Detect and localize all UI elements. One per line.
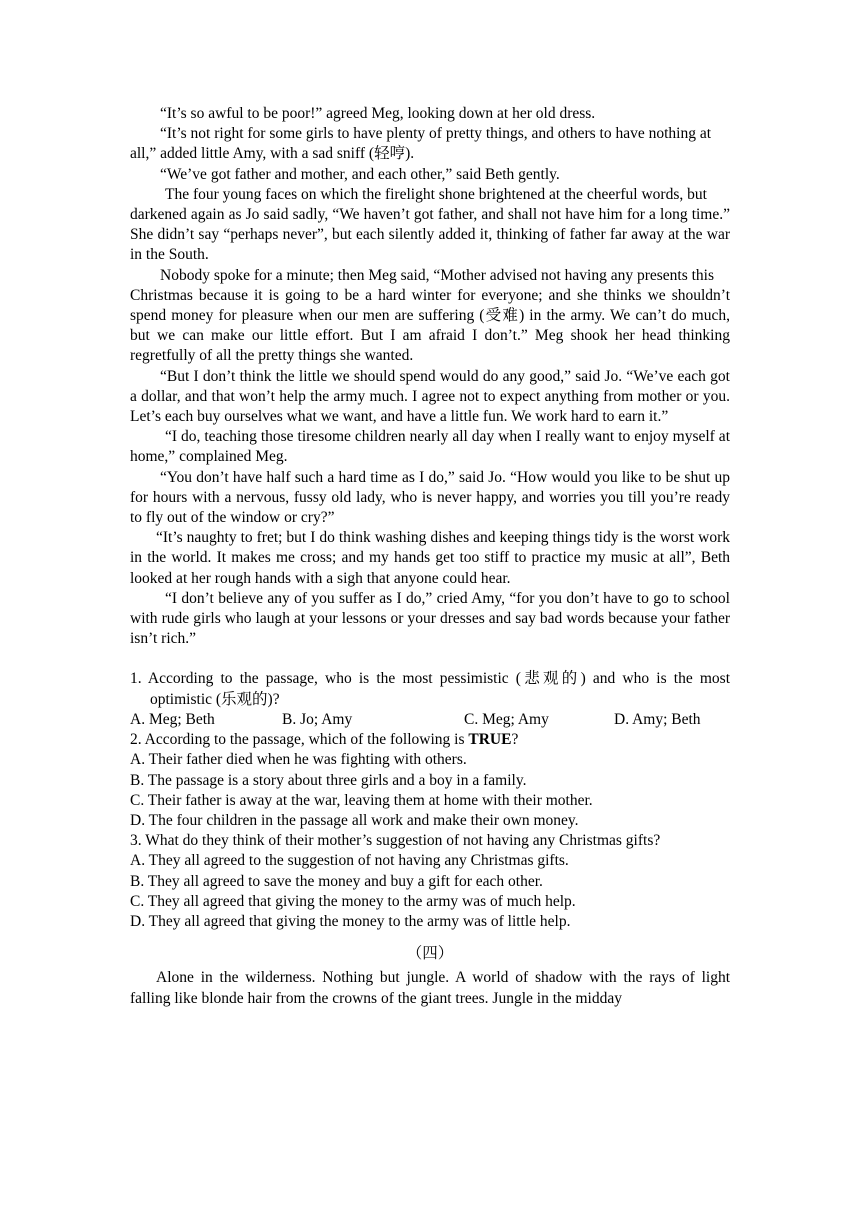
option-d: D. They all agreed that giving the money to the army was of little help. [130, 912, 571, 930]
option-c: C. Meg; Amy [464, 710, 549, 728]
question-3 [130, 831, 730, 932]
option-a: A. Their father died when he was fighting with others. [130, 751, 467, 769]
paragraph: “But I don’t think the little we should spend would do any good,” said Jo. “We’ve each got a dollar, and that won’t help the army much. I agree not to expect anything from mother or you. Let’s each buy ourselves what we want, and have a little fun. We work hard to earn it.” [130, 367, 730, 426]
paragraph: “I do, teaching those tiresome children nearly all day when I really want to enjoy myself at home,” complained Meg. [130, 428, 730, 466]
document-page [130, 104, 730, 1009]
section-4-paragraph: Alone in the wilderness. Nothing but jungle. A world of shadow with the rays of light falling like blonde hair from the crowns of the giant trees. Jungle in the midday [130, 969, 730, 1007]
option-b: B. Jo; Amy [282, 710, 353, 728]
option-b: B. The passage is a story about three girls and a boy in a family. [130, 771, 527, 789]
paragraph: “It’s naughty to fret; but I do think washing dishes and keeping things tidy is the worst work in the world. It makes me cross; and my hands get too stiff to practice my music at all”, Beth looked at her rough hands with a sigh that anyone could hear. [130, 529, 730, 587]
emphasis-true: TRUE [468, 731, 512, 749]
paragraph: “I don’t believe any of you suffer as I do,” cried Amy, “for you don’t have to go to school with rude girls who laugh at your lessons or your dresses and say bad words because your father isn’t rich.” [130, 589, 730, 648]
paragraph: The four young faces on which the firelight shone brightened at the cheerful words, but [165, 185, 707, 203]
option-c: C. They all agreed that giving the money to the army was of much help. [130, 892, 576, 910]
option-a: A. They all agreed to the suggestion of not having any Christmas gifts. [130, 852, 569, 870]
option-c: C. Their father is away at the war, leaving them at home with their mother. [130, 791, 593, 809]
paragraph: all,” added little Amy, with a sad sniff (轻哼). [130, 145, 415, 163]
option-d: D. Amy; Beth [614, 710, 701, 728]
question-2 [130, 730, 730, 831]
question-stem: 1. According to the passage, who is the most pessimistic (悲观的) and who is the most optimistic (乐观的)? [130, 670, 730, 708]
option-b: B. They all agreed to save the money and buy a gift for each other. [130, 872, 543, 890]
option-a: A. Meg; Beth [130, 710, 215, 728]
paragraph: “It’s not right for some girls to have plenty of pretty things, and others to have nothing at [160, 125, 712, 143]
section-heading: （四） [406, 945, 454, 963]
question-stem: 2. According to the passage, which of the following is TRUE? [130, 731, 519, 749]
paragraph: “We’ve got father and mother, and each other,” said Beth gently. [160, 165, 560, 183]
option-d: D. The four children in the passage all work and make their own money. [130, 811, 579, 829]
question-1 [130, 669, 730, 730]
paragraph: Christmas because it is going to be a hard winter for everyone; and she thinks we shouldn’t spend money for pleasure when our men are suffering (受难) in the army. We can’t do much, but we can make our little effort. But I am afraid I don’t.” Meg shook her head thinking regretfully of all the pretty things she wanted. [130, 286, 730, 365]
paragraph: darkened again as Jo said sadly, “We haven’t got father, and shall not have him for a long time.” She didn’t say “perhaps never”, but each silently added it, thinking of father far away at the war in the South. [130, 206, 730, 264]
paragraph: “It’s so awful to be poor!” agreed Meg, looking down at her old dress. [160, 105, 596, 122]
question-stem: 3. What do they think of their mother’s suggestion of not having any Christmas gifts? [130, 832, 661, 850]
paragraph: Nobody spoke for a minute; then Meg said, “Mother advised not having any presents this [160, 266, 715, 284]
paragraph: “You don’t have half such a hard time as I do,” said Jo. “How would you like to be shut up for hours with a nervous, fussy old lady, who is never happy, and worries you till you’re ready to fly out of the window or cry?” [130, 468, 730, 527]
options-row [130, 710, 730, 730]
